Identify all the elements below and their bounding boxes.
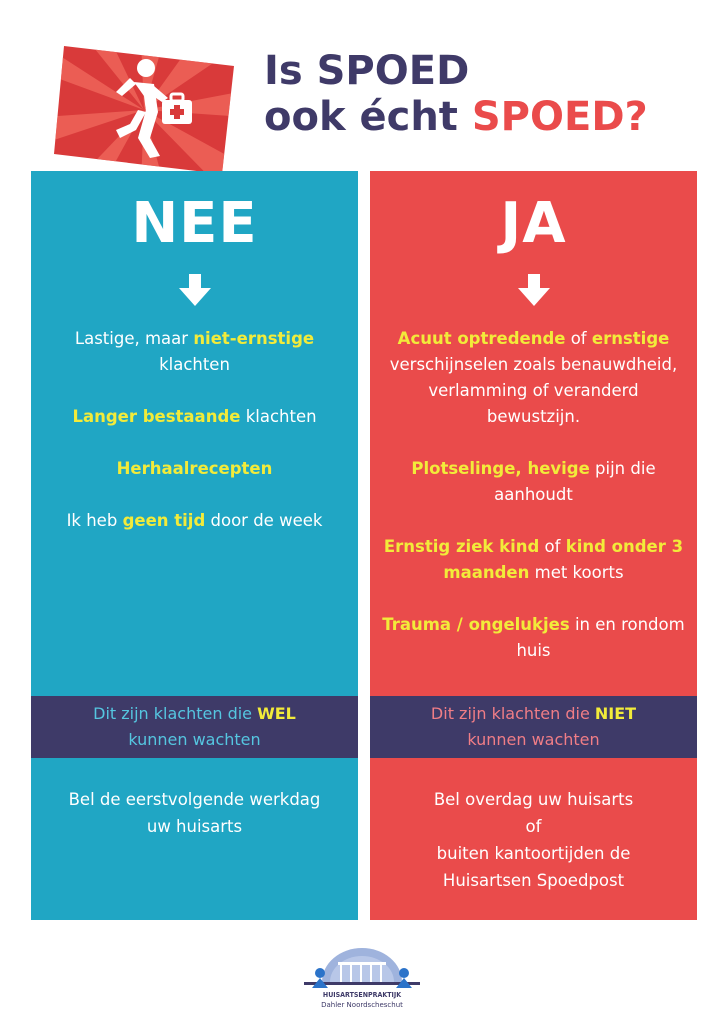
nee-item-list <box>41 326 348 560</box>
ja-band-pre: Dit zijn klachten die <box>430 704 595 723</box>
advice-line: uw huisarts <box>146 817 243 836</box>
logo-line-1: HUISARTSENPRAKTIJK <box>322 991 402 999</box>
title-line-1: Is SPOED <box>264 48 470 94</box>
highlighted-text: Trauma / ongelukjes <box>382 615 570 634</box>
highlighted-text: Ernstig ziek kind <box>383 537 540 556</box>
item-text: klachten <box>240 407 317 426</box>
list-item <box>41 326 348 378</box>
item-text: pijn die aanhoudt <box>494 459 656 504</box>
advice-line: Bel overdag uw huisarts <box>433 790 634 809</box>
highlighted-text: niet-ernstige <box>193 329 315 348</box>
nee-band-pre: Dit zijn klachten die <box>93 704 258 723</box>
item-text: door de week <box>205 511 323 530</box>
list-item <box>41 404 348 430</box>
highlighted-text: ernstige <box>591 329 670 348</box>
item-text: of <box>539 537 566 556</box>
ja-band <box>370 696 697 758</box>
nee-column <box>31 171 358 920</box>
list-item <box>41 456 348 482</box>
logo-line-2: Dahler Noordscheschut <box>321 1001 403 1009</box>
page-title <box>264 48 648 140</box>
ja-column <box>370 171 697 920</box>
item-text: in en rondom huis <box>516 615 685 660</box>
arrow-down-icon <box>518 274 550 306</box>
list-item <box>380 326 687 430</box>
nee-heading: NEE <box>131 191 258 256</box>
highlighted-text: Herhaalrecepten <box>116 459 273 478</box>
arrow-down-icon <box>179 274 211 306</box>
highlighted-text: Langer bestaande <box>72 407 241 426</box>
item-text: Lastige, maar <box>74 329 194 348</box>
highlighted-text: Acuut optredende <box>397 329 566 348</box>
list-item <box>380 456 687 508</box>
title-line-2-part-1: ook écht <box>264 94 472 140</box>
ja-item-list <box>380 326 687 690</box>
ja-band-post: kunnen wachten <box>467 730 600 749</box>
advice-line: buiten kantoortijden de <box>436 844 631 863</box>
highlighted-text: kind onder 3 maanden <box>443 537 684 582</box>
item-text: of <box>565 329 592 348</box>
item-text: verschijnselen zoals benauwdheid, verlamming of veranderd bewustzijn. <box>389 355 678 426</box>
nee-band <box>31 696 358 758</box>
ja-heading: JA <box>500 191 567 256</box>
running-person-with-medkit-icon <box>50 38 236 180</box>
nee-band-highlight: WEL <box>257 704 296 723</box>
title-line-2-part-2: SPOED? <box>471 94 648 140</box>
advice-line: of <box>525 817 542 836</box>
item-text: klachten <box>159 355 230 374</box>
highlighted-text: geen tijd <box>122 511 206 530</box>
advice-line: Huisartsen Spoedpost <box>442 871 625 890</box>
list-item <box>41 508 348 534</box>
list-item <box>380 612 687 664</box>
ja-advice <box>380 786 687 894</box>
ja-band-highlight: NIET <box>594 704 637 723</box>
list-item <box>380 534 687 586</box>
advice-line: Bel de eerstvolgende werkdag <box>68 790 321 809</box>
title-line-2 <box>264 94 648 140</box>
nee-band-post: kunnen wachten <box>128 730 261 749</box>
item-text: Ik heb <box>66 511 123 530</box>
item-text: met koorts <box>529 563 624 582</box>
highlighted-text: Plotselinge, hevige <box>411 459 590 478</box>
nee-advice <box>41 786 348 840</box>
